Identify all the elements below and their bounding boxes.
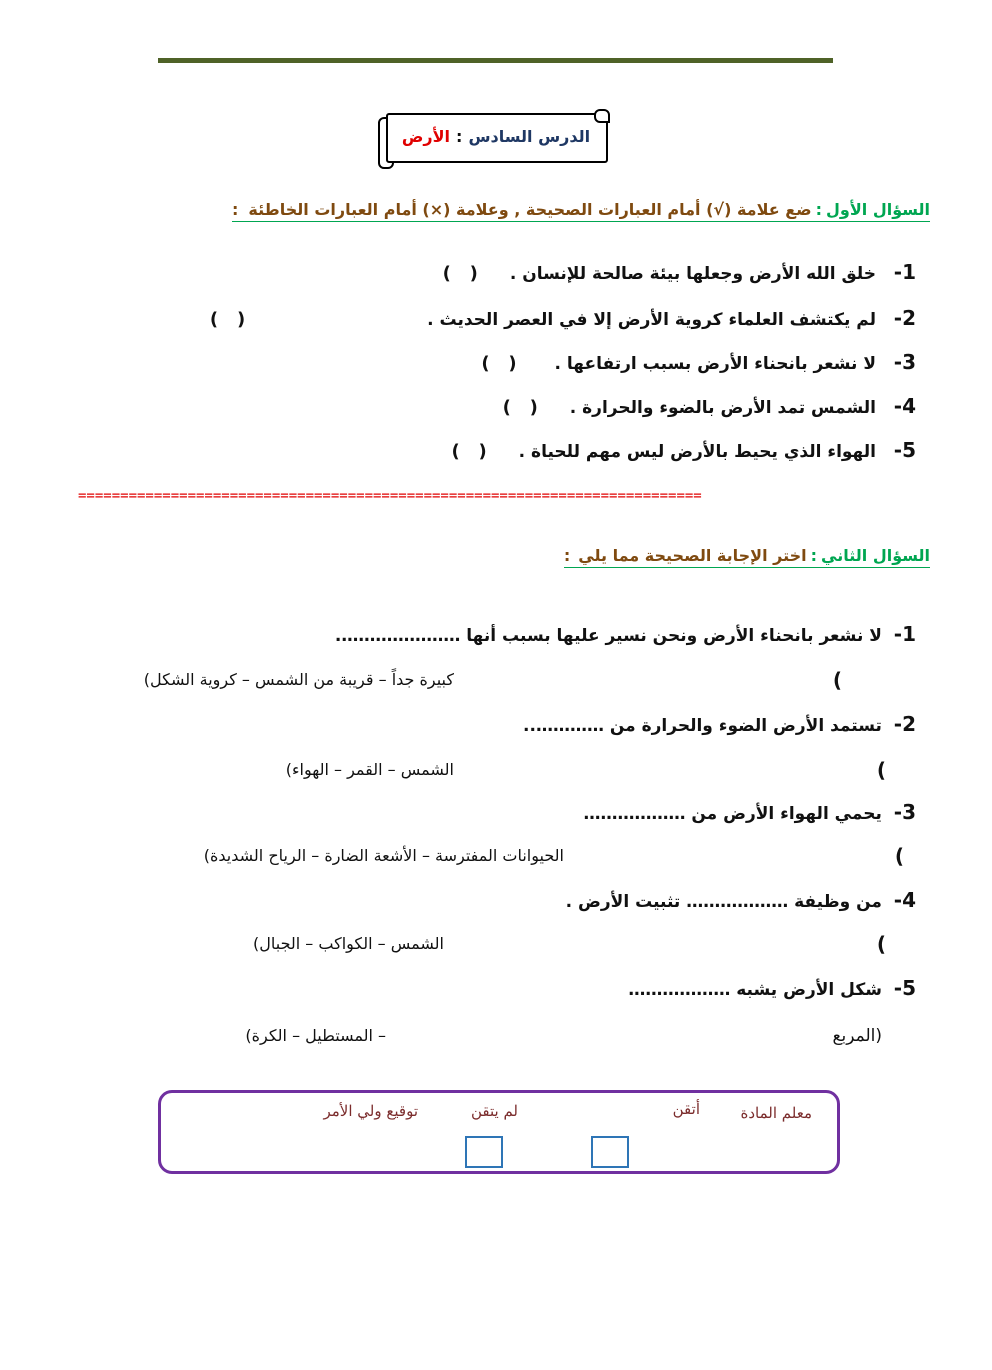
q1-item-2 <box>210 306 916 330</box>
guardian-signature-label: توقيع ولي الأمر <box>323 1102 418 1120</box>
q2-item-3-text: يحمي الهواء الأرض من ……………… <box>583 804 882 824</box>
q2-item-1-options[interactable]: كبيرة جداً – قريبة من الشمس – كروية الشكل) <box>143 670 454 689</box>
q1-item-4 <box>503 394 916 418</box>
q2-item-4-open-paren: ( <box>876 932 886 956</box>
q2-item-1-open-paren: ( <box>832 668 842 692</box>
q1-item-1-number: 1- <box>893 260 916 284</box>
q1-item-5 <box>451 438 916 462</box>
q2-item-5-options[interactable]: – المستطيل – الكرة) <box>245 1026 386 1045</box>
q1-item-1-text: خلق الله الأرض وجعلها بيئة صالحة للإنسان . <box>509 264 876 284</box>
question1-heading: السؤال الأول:ضع علامة (√) أمام العبارات الصحيحة , وعلامة (×) أمام العبارات الخاطئة: <box>232 200 930 222</box>
section-divider: ========================================================================== <box>78 492 702 500</box>
q1-item-1-answer[interactable]: ( ) <box>442 263 478 284</box>
q1-item-1 <box>443 260 916 284</box>
not-mastered-label: لم يتقن <box>470 1102 518 1120</box>
q2-item-1-number: 1- <box>893 622 916 646</box>
q2-item-3-options[interactable]: الحيوانات المفترسة – الأشعة الضارة – الرياح الشديدة) <box>203 846 564 865</box>
lesson-label: الدرس السادس <box>468 126 591 146</box>
lesson-topic: الأرض <box>401 126 451 146</box>
q1-item-4-text: الشمس تمد الأرض بالضوء والحرارة . <box>569 398 876 418</box>
q2-item-2-number: 2- <box>893 712 916 736</box>
q2-item-4-number: 4- <box>893 888 916 912</box>
mastered-checkbox[interactable] <box>591 1136 629 1168</box>
q2-item-3 <box>583 800 916 824</box>
q1-item-5-number: 5- <box>893 438 916 462</box>
q1-item-3-answer[interactable]: ( ) <box>481 353 517 374</box>
q1-item-3-text: لا نشعر بانحناء الأرض بسبب ارتفاعها . <box>554 354 876 374</box>
q1-item-5-text: الهواء الذي يحيط بالأرض ليس مهم للحياة . <box>518 442 876 462</box>
q2-item-1-text: لا نشعر بانحناء الأرض ونحن نسير عليها بسبب أنها …………………. <box>334 626 882 646</box>
q1-item-2-answer[interactable]: ( ) <box>209 309 246 330</box>
mastered-label: أتقن <box>672 1100 700 1118</box>
q2-item-4-text: من وظيفة ……………… تثبيت الأرض . <box>565 892 882 912</box>
q1-item-5-answer[interactable]: ( ) <box>451 441 487 462</box>
q1-item-3 <box>481 350 916 374</box>
q2-item-5 <box>628 976 916 1000</box>
question1-title: السؤال الأول <box>826 200 930 219</box>
top-rule <box>158 58 833 63</box>
q2-item-2-text: تستمد الأرض الضوء والحرارة من ………….. <box>523 716 882 736</box>
q2-item-3-open-paren: ( <box>894 844 904 868</box>
q2-item-4-options[interactable]: الشمس – الكواكب – الجبال) <box>253 934 444 953</box>
q2-item-2-options[interactable]: الشمس – القمر – الهواء) <box>285 760 454 779</box>
q2-item-3-number: 3- <box>893 800 916 824</box>
q2-item-4 <box>566 888 916 912</box>
lesson-title-scroll <box>378 109 610 167</box>
lesson-title <box>386 119 606 153</box>
question2-instruction: اختر الإجابة الصحيحة مما يلي <box>578 546 807 565</box>
q2-item-5-open-paren: (المربع <box>832 1026 882 1046</box>
question2-trailing: : <box>563 546 571 565</box>
q2-item-1 <box>335 622 916 646</box>
lesson-separator: : <box>456 126 463 146</box>
teacher-label: معلم المادة <box>740 1104 812 1122</box>
q2-item-5-text: شكل الأرض يشبه ……………… <box>628 980 882 1000</box>
q1-item-2-text: لم يكتشف العلماء كروية الأرض إلا في العصر الحديث . <box>427 310 876 330</box>
not-mastered-checkbox[interactable] <box>465 1136 503 1168</box>
q2-item-2 <box>523 712 916 736</box>
q1-item-4-number: 4- <box>893 394 916 418</box>
q2-item-5-number: 5- <box>893 976 916 1000</box>
question2-title: السؤال الثاني <box>821 546 930 565</box>
question2-heading: السؤال الثاني:اختر الإجابة الصحيحة مما يلي: <box>564 546 930 568</box>
q2-item-2-open-paren: ( <box>876 758 886 782</box>
question1-instruction: ضع علامة (√) أمام العبارات الصحيحة , وعلامة (×) أمام العبارات الخاطئة <box>248 200 812 219</box>
question1-trailing: : <box>232 200 239 219</box>
q1-item-2-number: 2- <box>893 306 916 330</box>
q1-item-4-answer[interactable]: ( ) <box>502 397 538 418</box>
q1-item-3-number: 3- <box>893 350 916 374</box>
